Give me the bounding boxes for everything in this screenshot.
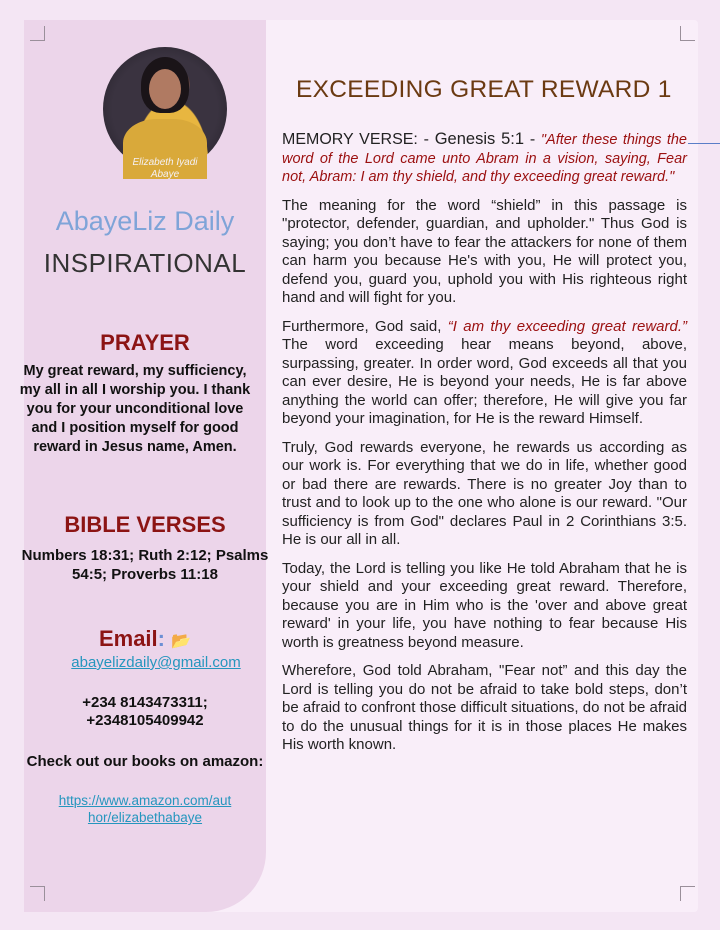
paragraph-5: Wherefore, God told Abraham, "Fear not” and this day the Lord is telling you do not be afraid to take bold steps, don’t be afraid to confront those difficult situations, do not be afraid to do the unusual things for it is in those places He makes His worth known.: [282, 662, 687, 753]
page-title: EXCEEDING GREAT REWARD 1: [296, 76, 672, 103]
folder-icon: 📂: [171, 633, 192, 650]
corner-mark-top-right: [680, 26, 695, 41]
paragraph-2-lead: Furthermore, God said,: [282, 317, 448, 335]
brand-abayeliz: AbayeLiz: [55, 206, 167, 236]
avatar-face: [149, 69, 181, 109]
brand-daily: Daily: [174, 206, 235, 236]
paragraph-2-quote: “I am thy exceeding great reward.”: [447, 317, 687, 335]
email-colon: :: [157, 626, 165, 651]
bible-verses-heading: BIBLE VERSES: [64, 512, 226, 537]
paragraph-2-rest: The word exceeding hear means beyond, above, surpassing, greater. In order word, God exceeds all that you can ever desire, He is beyond your needs, He is far above anything the world can offer; therefore, He will give you far beyond your imagination, for He is the reward Himself.: [282, 336, 687, 427]
brand-tagline: INSPIRATIONAL: [43, 248, 247, 278]
corner-mark-bottom-right: [680, 886, 695, 901]
books-text: Check out our books on amazon:: [26, 753, 264, 770]
email-label: Email: [98, 626, 158, 651]
email-heading: [24, 626, 266, 652]
phone-number-2: +2348105409942: [86, 712, 204, 729]
memory-verse: [282, 130, 687, 187]
phone-numbers: [24, 694, 266, 730]
avatar-caption-line2: Abaye: [150, 169, 180, 180]
avatar-caption-line1: Elizabeth Iyadi: [132, 157, 198, 168]
paragraph-4: Today, the Lord is telling you like He told Abraham that he is your shield and your exceeding great reward. Therefore, because you are in Him who is the 'over and above great reward' in your life, you have nothing to fear because His worth is greatness beyond measure.: [282, 559, 687, 651]
brand-name: [24, 206, 266, 237]
memory-verse-reference: Genesis 5:1: [434, 130, 525, 148]
amazon-link[interactable]: https://www.amazon.com/author/elizabethabaye: [58, 793, 232, 825]
memory-verse-dash: -: [524, 131, 541, 148]
prayer-heading: PRAYER: [100, 330, 190, 355]
email-link[interactable]: abayelizdaily@gmail.com: [71, 654, 241, 671]
paragraph-1: The meaning for the word “shield” in this passage is "protector, defender, guardian, and upholder." Thus God is saying; you don’t have to fear the attackers for none of them can harm you because He's with you, He will protect you, defend you, guard you, uphold you with His righteous right hand and will fight for you.: [282, 196, 687, 306]
decorative-line: [688, 143, 720, 144]
memory-verse-label: MEMORY VERSE: -: [282, 131, 435, 148]
bible-verses-text: Numbers 18:31; Ruth 2:12; Psalms 54:5; Proverbs 11:18: [21, 547, 269, 583]
paragraph-3: Truly, God rewards everyone, he rewards us according as our work is. For everything that we do in life, whether good or bad there are rewards. There is no greater Joy than to trust and to look up to the one who alone is our reward. "Our sufficiency is from God" declares Paul in 2 Corinthians 3:5. He is our all in all.: [282, 438, 687, 548]
avatar: [103, 47, 227, 180]
phone-number-1: +234 8143473311;: [82, 694, 208, 711]
prayer-text: My great reward, my sufficiency, my all in all I worship you. I thank you for your unconditional love and I position myself for good reward in Jesus name, Amen.: [19, 363, 251, 455]
corner-mark-top-left: [30, 26, 45, 41]
article-body: [282, 130, 687, 765]
paragraph-2: [282, 318, 687, 429]
memory-verse-quote: "After these things the word of the Lord came unto Abram in a vision, saying, Fear not, Abram: I am thy shield, and thy exceeding great reward.": [282, 132, 687, 185]
corner-mark-bottom-left: [30, 886, 45, 901]
